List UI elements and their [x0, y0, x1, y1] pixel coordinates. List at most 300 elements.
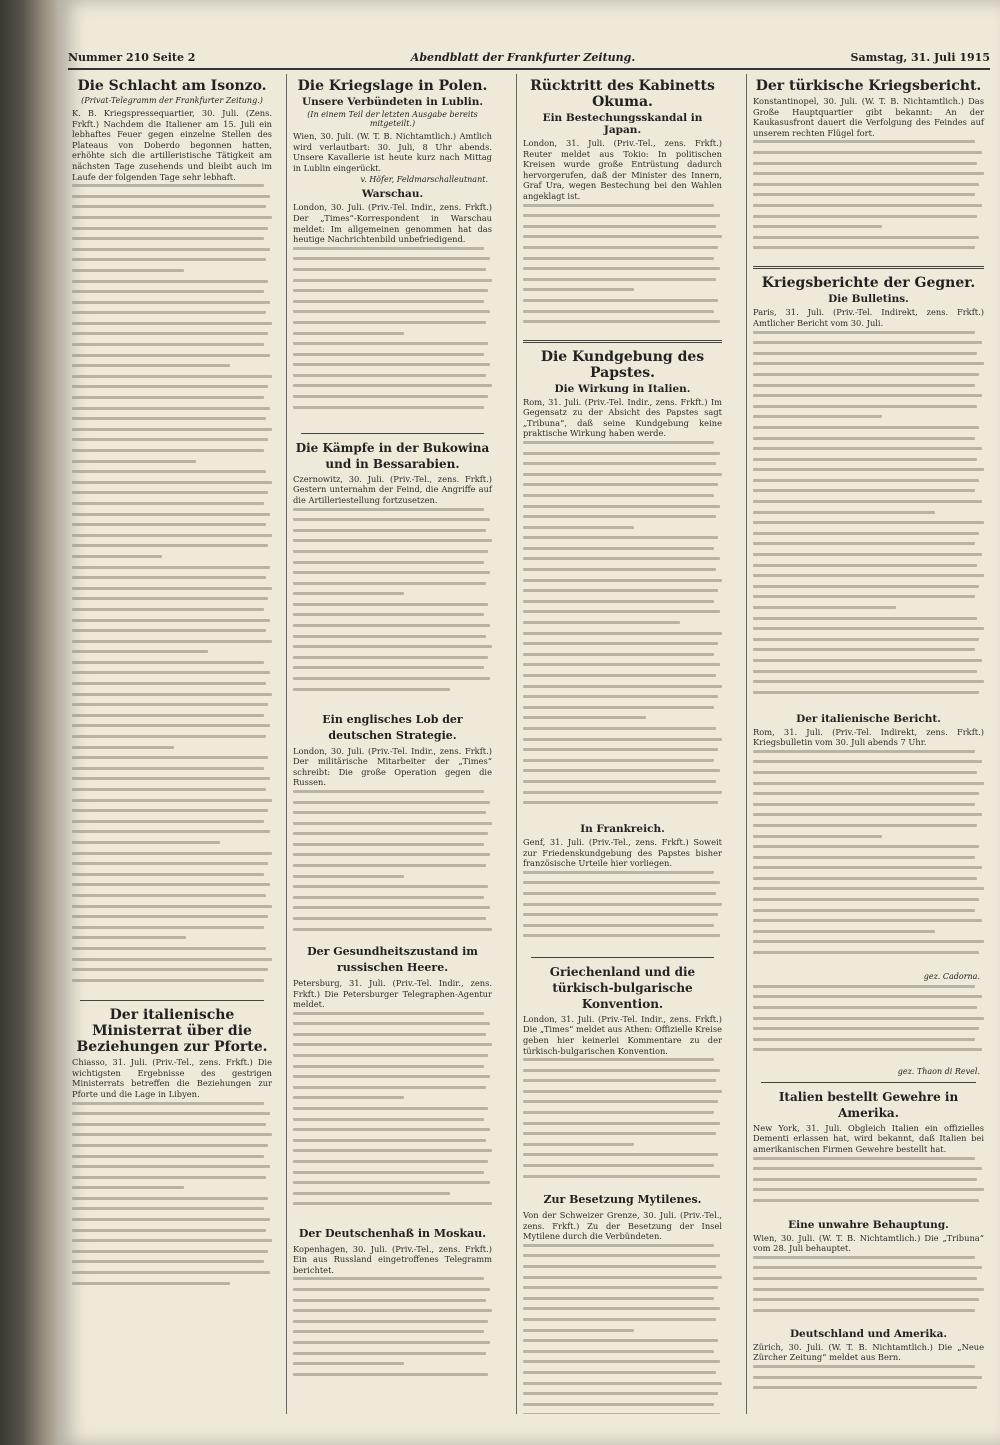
- article-body: [72, 1102, 272, 1302]
- text-lines: [293, 1277, 492, 1387]
- text-line: [72, 671, 270, 674]
- text-lines: [72, 1102, 272, 1302]
- text-line: [293, 624, 490, 627]
- text-line: [293, 1352, 486, 1355]
- text-line: [753, 691, 979, 694]
- text-line: [523, 903, 722, 906]
- text-line: [753, 426, 979, 429]
- text-line: [523, 214, 720, 217]
- text-line: [293, 1299, 486, 1302]
- text-line: [72, 184, 264, 187]
- text-line: [753, 909, 975, 912]
- subheadline: Eine unwahre Behauptung.: [788, 1218, 949, 1231]
- text-line: [293, 1373, 488, 1376]
- text-line: [753, 1266, 982, 1269]
- text-line: [72, 417, 266, 420]
- text-line: [753, 458, 977, 461]
- text-line: [72, 311, 266, 314]
- text-lines: [753, 1365, 984, 1405]
- headline-gewehre: Italien bestellt Gewehre in Amerika.: [778, 1089, 959, 1120]
- text-line: [523, 759, 714, 762]
- text-line: [72, 237, 264, 240]
- text-line: [523, 610, 720, 613]
- text-line: [753, 606, 896, 609]
- article-text: London, 31. Juli. (Priv.-Tel. Indir., zens. Frkft.) Die „Times“ meldet aus Athen: Offizielle Kreise geben hier keinerlei Kommentare zu der türkisch-bulgarischen Konvention.: [523, 1013, 723, 1056]
- text-line: [523, 674, 716, 677]
- newspaper-page: [58, 0, 1000, 1445]
- text-lines: [72, 184, 272, 994]
- text-line: [293, 279, 492, 282]
- text-line: [72, 555, 162, 558]
- text-line: [523, 1122, 720, 1125]
- text-line: [72, 280, 268, 283]
- text-line: [523, 526, 634, 529]
- text-line: [753, 542, 975, 545]
- text-line: [753, 782, 984, 785]
- text-line: [753, 919, 982, 922]
- text-line: [72, 714, 264, 717]
- text-line: [523, 462, 716, 465]
- article-text: Konstantinopel, 30. Juli. (W. T. B. Nichtamtlich.) Das Große Hauptquartier gibt bekannt: An der Kaukasusfront dauert die Verfolgung des Feindes auf unserem rechten Flügel fort.: [753, 96, 984, 138]
- text-line: [523, 653, 714, 656]
- text-line: [293, 853, 490, 856]
- text-line: [523, 1100, 718, 1103]
- text-line: [72, 1218, 270, 1221]
- text-line: [523, 515, 716, 518]
- text-line: [72, 544, 268, 547]
- text-line: [72, 1112, 270, 1115]
- text-line: [753, 670, 977, 673]
- text-line: [523, 246, 718, 249]
- text-line: [293, 374, 486, 377]
- article-body: [753, 1157, 984, 1217]
- text-line: [72, 523, 266, 526]
- text-line: [293, 1341, 490, 1344]
- text-line: [293, 677, 490, 680]
- text-line: [753, 617, 977, 620]
- subheadline: Die Wirkung in Italien.: [554, 382, 691, 395]
- divider: [531, 957, 714, 958]
- text-line: [293, 550, 488, 553]
- text-line: [753, 648, 975, 651]
- text-line: [753, 638, 979, 641]
- article-body: [523, 204, 722, 334]
- text-line: [72, 216, 272, 219]
- article-text: New York, 31. Juli. Obgleich Italien ein offizielles Dementi erlassen hat, wird bekannt, daß Italien bei amerikanischen Firmen Gewehre bestellt hat.: [753, 1122, 984, 1154]
- text-line: [72, 703, 268, 706]
- article-text: London, 31. Juli. (Priv.-Tel., zens. Frkft.) Reuter meldet aus Tokio: In politischen Kreisen wurde große Entrüstung dadurch hervorgerufen, daß der Minister des Innern, Graf Ura, wegen Bestechung bei den Wahlen angeklagt ist.: [523, 138, 722, 201]
- text-line: [753, 1157, 975, 1160]
- text-line: [753, 1298, 979, 1301]
- headline-mytilene: Zur Besetzung Mytilenes.: [543, 1193, 702, 1207]
- text-line: [293, 1330, 484, 1333]
- article-body: [753, 1365, 984, 1405]
- text-line: [523, 568, 716, 571]
- text-line: [753, 162, 977, 165]
- text-line: [523, 1413, 720, 1414]
- text-line: [293, 1202, 492, 1205]
- text-line: [72, 1207, 264, 1210]
- text-line: [753, 489, 975, 492]
- subheadline: Ein Bestechungsskandal in Japan.: [542, 112, 703, 136]
- text-line: [753, 824, 977, 827]
- text-line: [293, 268, 486, 271]
- text-line: [72, 460, 196, 463]
- text-line: [753, 1048, 982, 1051]
- text-line: [753, 1365, 975, 1368]
- text-line: [523, 621, 680, 624]
- text-line: [753, 1006, 977, 1009]
- text-line: [293, 832, 488, 835]
- text-line: [72, 205, 266, 208]
- text-line: [293, 906, 490, 909]
- text-line: [72, 587, 272, 590]
- text-line: [72, 1155, 264, 1158]
- text-line: [753, 792, 979, 795]
- text-line: [753, 595, 975, 598]
- article-text: Rom, 31. Juli. (Priv.-Tel. Indir., zens. Frkft.) Im Gegensatz zu der Absicht des Papstes sagt „Tribuna“, daß seine Kundgebung keine praktische Wirkung haben werde.: [523, 396, 722, 439]
- text-line: [523, 278, 716, 281]
- article-text: London, 30. Juli. (Priv.-Tel. Indir., zens. Frkft.) Der militärische Mitarbeiter der „Times“ schreibt: Die große Operation gegen die Russen.: [293, 745, 492, 788]
- text-line: [753, 564, 977, 567]
- text-line: [523, 1297, 714, 1300]
- text-lines: [293, 790, 492, 940]
- text-line: [753, 500, 982, 503]
- text-line: [753, 930, 935, 933]
- text-line: [523, 1329, 634, 1332]
- headline-polen: Die Kriegslage in Polen.: [297, 78, 488, 94]
- subheadline: Deutschland und Amerika.: [789, 1327, 948, 1340]
- text-line: [72, 788, 266, 791]
- text-line: [523, 547, 714, 550]
- headline-isonzo: Die Schlacht am Isonzo.: [77, 78, 267, 94]
- signature: gez. Thaon di Revel.: [897, 1066, 980, 1076]
- text-line: [753, 887, 984, 890]
- text-line: [72, 777, 270, 780]
- text-line: [293, 1171, 484, 1174]
- text-line: [72, 936, 186, 939]
- text-line: [72, 1165, 270, 1168]
- text-line: [523, 1111, 714, 1114]
- divider: [80, 1000, 264, 1001]
- text-line: [753, 750, 975, 753]
- text-line: [523, 600, 714, 603]
- text-line: [72, 470, 266, 473]
- text-line: [523, 257, 714, 260]
- text-line: [523, 267, 720, 270]
- text-line: [293, 518, 490, 521]
- text-line: [72, 1133, 272, 1136]
- text-line: [753, 877, 977, 880]
- article-body: [753, 750, 984, 970]
- text-line: [753, 845, 979, 848]
- text-line: [523, 204, 714, 207]
- text-line: [523, 1090, 722, 1093]
- text-line: [72, 354, 270, 357]
- text-line: [72, 852, 272, 855]
- text-line: [753, 532, 979, 535]
- text-line: [753, 140, 975, 143]
- article-body: [753, 1256, 984, 1326]
- article-body: [523, 441, 722, 821]
- text-line: [72, 883, 270, 886]
- text-line: [753, 866, 982, 869]
- newspaper-title: Abendblatt der Frankfurter Zeitung.: [410, 50, 636, 64]
- text-line: [753, 1376, 982, 1379]
- headline-moskau: Der Deutschenhaß in Moskau.: [298, 1226, 487, 1240]
- text-line: [293, 1181, 490, 1184]
- subheadline: Warschau.: [361, 188, 424, 201]
- text-line: [293, 529, 486, 532]
- text-line: [293, 561, 484, 564]
- text-line: [293, 1128, 490, 1131]
- text-line: [72, 322, 272, 325]
- text-line: [523, 1153, 718, 1156]
- article-text: Kopenhagen, 30. Juli. (Priv.-Tel., zens. Frkft.) Ein aus Russland eingetroffenes Telegramm berichtet.: [293, 1243, 492, 1275]
- text-line: [293, 603, 488, 606]
- text-line: [293, 1107, 488, 1110]
- book-binding: [0, 0, 58, 1445]
- text-line: [523, 235, 722, 238]
- text-line: [293, 917, 486, 920]
- headline-papst: Die Kundgebung des Papstes.: [540, 348, 705, 381]
- text-line: [523, 769, 720, 772]
- text-line: [293, 395, 488, 398]
- text-line: [72, 926, 264, 929]
- text-line: [753, 771, 977, 774]
- text-line: [753, 437, 975, 440]
- text-line: [523, 685, 722, 688]
- text-line: [72, 767, 264, 770]
- text-line: [523, 473, 722, 476]
- column-3: [516, 74, 728, 1414]
- text-line: [293, 310, 490, 313]
- text-line: [753, 940, 984, 943]
- text-line: [293, 1139, 486, 1142]
- text-line: [72, 799, 272, 802]
- text-line: [523, 706, 714, 709]
- text-lines: [523, 1244, 722, 1414]
- text-line: [72, 894, 266, 897]
- text-line: [72, 1282, 230, 1285]
- text-line: [293, 342, 488, 345]
- text-line: [72, 1144, 268, 1147]
- text-line: [72, 682, 266, 685]
- text-line: [293, 1160, 488, 1163]
- article-text: Wien, 30. Juli. (W. T. B. Nichtamtlich.) Amtlich wird verlautbart: 30. Juli, 8 Uhr abends. Unsere Kavallerie ist heute kurz nach Mittag in Lublin eingerückt.: [293, 131, 492, 173]
- text-line: [293, 1022, 490, 1025]
- text-line: [72, 428, 272, 431]
- article-body: [293, 1277, 492, 1387]
- column-4: [746, 74, 990, 1414]
- subheadline: Die Bulletins.: [828, 293, 909, 306]
- text-line: [293, 508, 484, 511]
- text-line: [72, 364, 230, 367]
- text-line: [523, 1307, 720, 1310]
- text-line: [523, 716, 646, 719]
- text-lines: [753, 985, 984, 1065]
- text-line: [523, 225, 716, 228]
- text-line: [523, 801, 718, 804]
- text-line: [72, 841, 220, 844]
- text-line: [72, 862, 268, 865]
- text-line: [293, 790, 484, 793]
- text-line: [753, 553, 982, 556]
- text-lines: [523, 1058, 722, 1188]
- text-line: [293, 928, 492, 931]
- text-line: [523, 791, 722, 794]
- text-line: [523, 1079, 716, 1082]
- column-2: [286, 74, 498, 1414]
- text-line: [72, 735, 266, 738]
- text-line: [72, 343, 264, 346]
- text-line: [72, 640, 272, 643]
- text-line: [523, 1244, 714, 1247]
- text-line: [293, 1362, 404, 1365]
- article-body: [753, 331, 984, 711]
- text-line: [753, 856, 975, 859]
- text-line: [72, 629, 266, 632]
- text-line: [523, 1403, 714, 1406]
- text-line: [753, 1386, 977, 1389]
- text-line: [523, 1286, 718, 1289]
- text-line: [293, 1065, 484, 1068]
- column-1: [66, 74, 278, 1414]
- text-line: [72, 1250, 268, 1253]
- text-line: [753, 225, 882, 228]
- text-line: [523, 536, 718, 539]
- text-line: [72, 1229, 266, 1232]
- text-line: [523, 1360, 720, 1363]
- text-line: [753, 995, 982, 998]
- text-line: [523, 738, 722, 741]
- text-line: [523, 441, 714, 444]
- text-line: [753, 331, 975, 334]
- text-line: [293, 289, 488, 292]
- text-line: [753, 183, 979, 186]
- text-line: [72, 608, 264, 611]
- text-line: [293, 582, 486, 585]
- text-line: [753, 813, 982, 816]
- headline-tuerkei: Der türkische Kriegsbericht.: [755, 78, 982, 94]
- text-line: [72, 375, 272, 378]
- text-line: [293, 843, 484, 846]
- text-lines: [523, 441, 722, 821]
- text-line: [753, 341, 982, 344]
- text-line: [72, 915, 268, 918]
- text-line: [72, 1260, 264, 1263]
- article-body: [753, 985, 984, 1065]
- text-line: [753, 204, 982, 207]
- article-text: Petersburg, 31. Juli. (Priv.-Tel. Indir., zens. Frkft.) Die Petersburger Telegraphen-Agentur meldet.: [293, 977, 492, 1010]
- text-line: [293, 363, 490, 366]
- text-line: [753, 985, 975, 988]
- text-line: [293, 1149, 492, 1152]
- text-line: [293, 1043, 492, 1046]
- text-line: [293, 645, 492, 648]
- text-line: [753, 521, 984, 524]
- text-line: [293, 247, 484, 250]
- headline-bukowina: Die Kämpfe in der Bukowina und in Bessarabien.: [295, 440, 490, 471]
- text-line: [72, 947, 266, 950]
- text-line: [753, 1288, 984, 1291]
- headline-gegner: Kriegsberichte der Gegner.: [761, 275, 976, 292]
- text-line: [753, 760, 982, 763]
- headline-okuma: Rücktritt des Kabinetts Okuma.: [530, 78, 715, 110]
- text-line: [72, 502, 264, 505]
- text-line: [72, 1102, 264, 1105]
- text-line: [523, 557, 720, 560]
- text-line: [293, 592, 404, 595]
- text-line: [523, 1371, 716, 1374]
- text-line: [72, 491, 268, 494]
- text-line: [753, 574, 984, 577]
- text-line: [72, 396, 264, 399]
- divider: [301, 433, 484, 434]
- text-line: [72, 873, 264, 876]
- article-text: Rom, 31. Juli. (Priv.-Tel. Indirekt, zens. Frkft.) Kriegsbulletin vom 30. Juli abends 7 Uhr.: [753, 726, 984, 748]
- text-line: [72, 619, 270, 622]
- text-line: [293, 539, 492, 542]
- masthead: [68, 46, 990, 70]
- text-line: [523, 1175, 720, 1178]
- text-line: [753, 898, 979, 901]
- article-body: [293, 1012, 492, 1222]
- issue-date: Samstag, 31. Juli 1915: [850, 50, 990, 64]
- text-line: [72, 195, 270, 198]
- text-line: [293, 885, 488, 888]
- text-line: [293, 1192, 450, 1195]
- text-line: [72, 1239, 272, 1242]
- text-line: [753, 680, 984, 683]
- text-line: [523, 642, 718, 645]
- text-line: [293, 1033, 486, 1036]
- text-line: [72, 513, 270, 516]
- article-body: [523, 871, 722, 951]
- text-line: [293, 571, 490, 574]
- text-line: [72, 1176, 266, 1179]
- text-line: [72, 258, 266, 261]
- text-line: [523, 727, 716, 730]
- subheadline: Unsere Verbündeten in Lublin.: [301, 96, 483, 108]
- text-lines: [753, 1157, 984, 1217]
- telegram-note: (Privat-Telegramm der Frankfurter Zeitung.): [81, 96, 263, 105]
- text-line: [523, 310, 714, 313]
- text-lines: [753, 750, 984, 970]
- text-line: [753, 405, 977, 408]
- text-line: [293, 1086, 486, 1089]
- text-line: [293, 656, 488, 659]
- article-text: Genf, 31. Juli. (Priv.-Tel., zens. Frkft.) Soweit zur Friedenskundgebung des Papstes bisher französische Urteile hier vorliegen.: [523, 836, 722, 869]
- text-line: [753, 172, 984, 175]
- text-line: [72, 968, 268, 971]
- text-line: [72, 661, 264, 664]
- article-text: Paris, 31. Juli. (Priv.-Tel. Indirekt, zens. Frkft.) Amtlicher Bericht vom 30. Juli.: [753, 307, 984, 328]
- text-line: [293, 1288, 490, 1291]
- text-line: [293, 1096, 404, 1099]
- text-line: [753, 193, 975, 196]
- text-line: [753, 151, 982, 154]
- text-line: [753, 659, 982, 662]
- text-line: [523, 632, 722, 635]
- text-line: [523, 881, 720, 884]
- text-line: [72, 1186, 184, 1189]
- text-line: [753, 585, 979, 588]
- text-line: [753, 415, 882, 418]
- text-line: [753, 384, 975, 387]
- text-line: [72, 746, 174, 749]
- article-body: [293, 247, 492, 427]
